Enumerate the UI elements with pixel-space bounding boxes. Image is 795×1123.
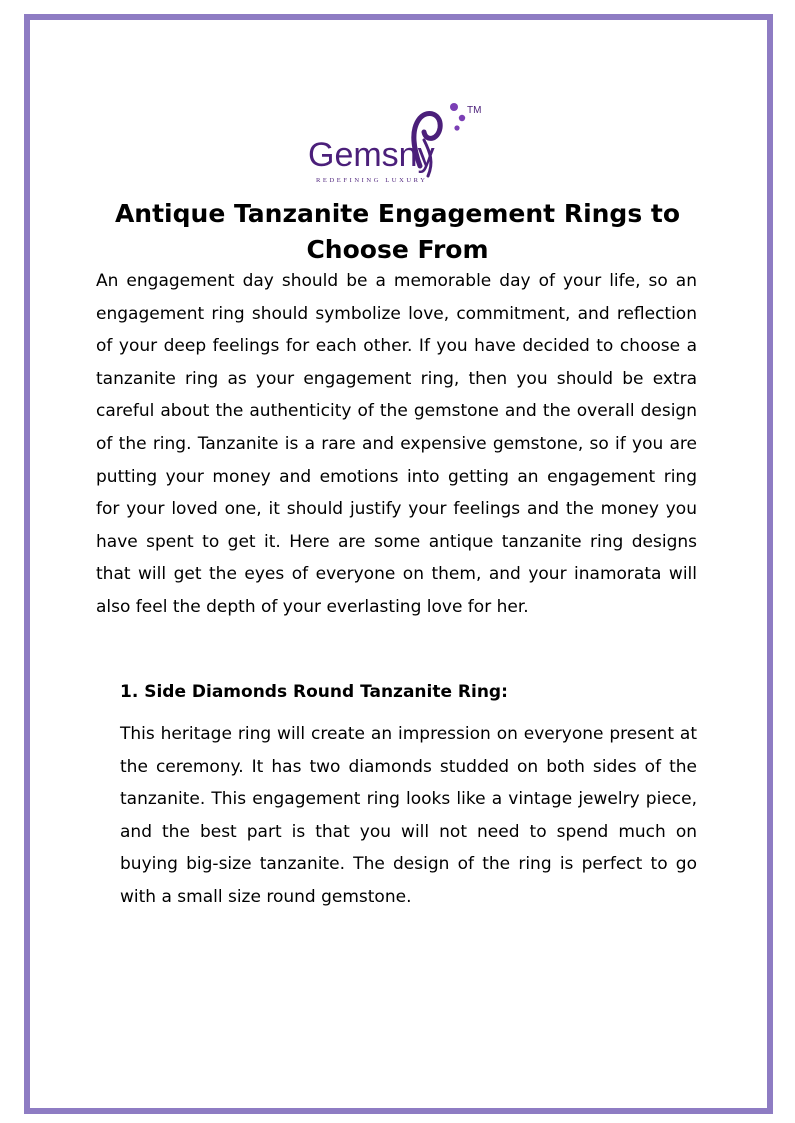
section-heading: 1. Side Diamonds Round Tanzanite Ring:	[120, 682, 508, 702]
intro-paragraph: An engagement day should be a memorable day of your life, so an engagement ring should symbolize love, commitment, and reflection of your deep feelings for each other. If you have decided to choose a tanzanite ring as your engagement ring, then you should be extra careful about the authenticity of the gemstone and the overall design of the ring. Tanzanite is a rare and expensive gemstone, so if you are putting your money and emotions into getting an engagement ring for your loved one, it should justify your feelings and the money you have spent to get it. Here are some antique tanzanite ring designs that will get the eyes of everyone on them, and your inamorata will also feel the depth of your everlasting love for her.	[96, 271, 697, 617]
gemsny-logo	[302, 100, 497, 190]
logo-wordmark: Gemsny	[308, 136, 435, 174]
section-body: This heritage ring will create an impression on everyone present at the ceremony. It has two diamonds studded on both sides of the tanzanite. This engagement ring looks like a vintage jewelry piece, and the best part is that you will not need to spend much on buying big-size tanzanite. The design of the ring is perfect to go with a small size round gemstone.	[120, 724, 697, 907]
logo-tagline: REDEFINING LUXURY	[316, 177, 428, 184]
logo-trademark: TM	[467, 105, 482, 116]
page-title: Antique Tanzanite Engagement Rings to Choose From	[114, 199, 681, 264]
